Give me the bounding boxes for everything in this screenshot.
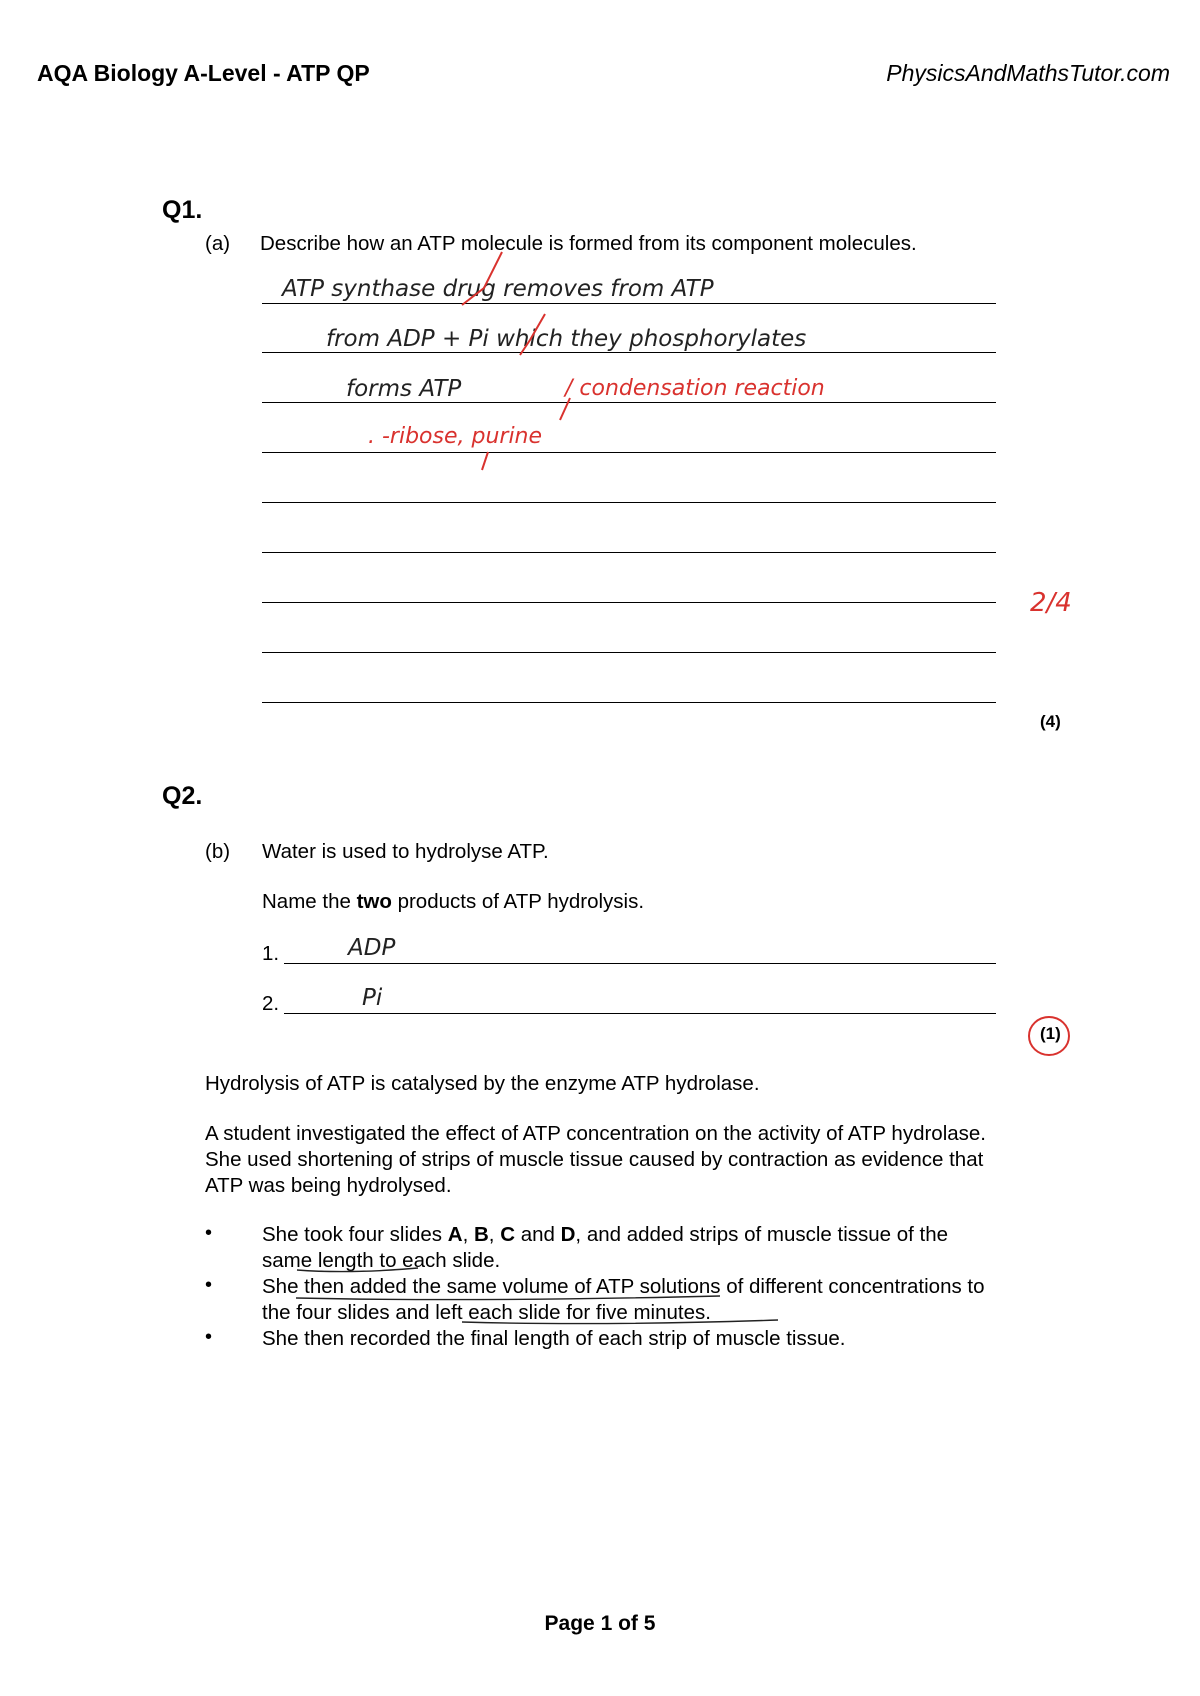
source-site: PhysicsAndMathsTutor.com [886, 60, 1170, 86]
handwritten-correction: . -ribose, purine [368, 424, 543, 449]
slide-label: B [473, 1223, 489, 1246]
bullet-text-part: , and added strips of muscle tissue of the same length to each slide. [262, 1223, 949, 1272]
q1-part-label: (a) [205, 232, 231, 255]
page-mid: of [612, 1612, 644, 1635]
handwritten-answer-line: from ADP + Pi which they phosphorylates [326, 326, 807, 352]
page-total: 5 [643, 1612, 656, 1635]
underline-mark [296, 1296, 720, 1300]
bullet-text: She then added the same volume of ATP solutions of different concentrations to the four slides and left each slide for five minutes. [262, 1275, 985, 1324]
slide-label: A [447, 1223, 463, 1246]
page-number: 1 [600, 1612, 613, 1635]
underline-mark [462, 1320, 778, 1324]
handwritten-answer: Pi [362, 985, 383, 1011]
investigation-paragraph: A student investigated the effect of ATP concentration on the activity of ATP hydrolase. She used shortening of strips of muscle tissue caused by contraction as evidence that ATP was being hydrolysed. [205, 1122, 987, 1197]
bullet-point: • [205, 1222, 213, 1244]
tick-mark [560, 398, 570, 420]
slide-label: D [560, 1223, 576, 1246]
instruction-text: products of ATP hydrolysis. [391, 890, 645, 913]
bullet-text: She then recorded the final length of each strip of muscle tissue. [262, 1327, 846, 1350]
document-title: AQA Biology A-Level - ATP QP [37, 60, 370, 86]
bullet-point: • [205, 1326, 213, 1348]
answer-label: 1. [262, 942, 280, 965]
score-circle [1029, 1017, 1069, 1055]
handwritten-answer: ADP [348, 935, 396, 961]
bullet-text-part: , [488, 1223, 501, 1246]
tick-mark [462, 252, 502, 305]
page-footer [0, 1612, 1200, 1636]
bullet-text-part: and [515, 1223, 561, 1246]
q1-question: Describe how an ATP molecule is formed from its component molecules. [260, 232, 917, 255]
slide-label: C [500, 1223, 515, 1246]
q2-statement: Water is used to hydrolyse ATP. [262, 840, 549, 863]
answer-label: 2. [262, 992, 280, 1015]
underline-mark [297, 1268, 418, 1272]
q1-marks: (4) [1040, 712, 1061, 731]
teacher-note: / condensation reaction [565, 376, 825, 401]
q2-number: Q2. [162, 782, 203, 810]
bullet-text-part: , [462, 1223, 474, 1246]
q2-marks: (1) [1040, 1024, 1061, 1043]
handwritten-answer-line: ATP synthase drug removes from ATP [282, 276, 714, 302]
tick-mark [520, 314, 545, 355]
tick-mark [482, 452, 488, 470]
intro-text: Hydrolysis of ATP is catalysed by the enzyme ATP hydrolase. [205, 1072, 760, 1095]
handwritten-answer-line: forms ATP [346, 376, 462, 402]
bullet-point: • [205, 1274, 213, 1296]
q1-number: Q1. [162, 196, 203, 224]
teacher-score: 2/4 [1030, 588, 1072, 618]
instruction-text: Name the [262, 890, 357, 913]
bullet-text-part: She took four slides [262, 1223, 448, 1246]
q2-part-label: (b) [205, 840, 231, 863]
instruction-emphasis: two [356, 890, 392, 913]
page-prefix: Page [544, 1612, 601, 1635]
